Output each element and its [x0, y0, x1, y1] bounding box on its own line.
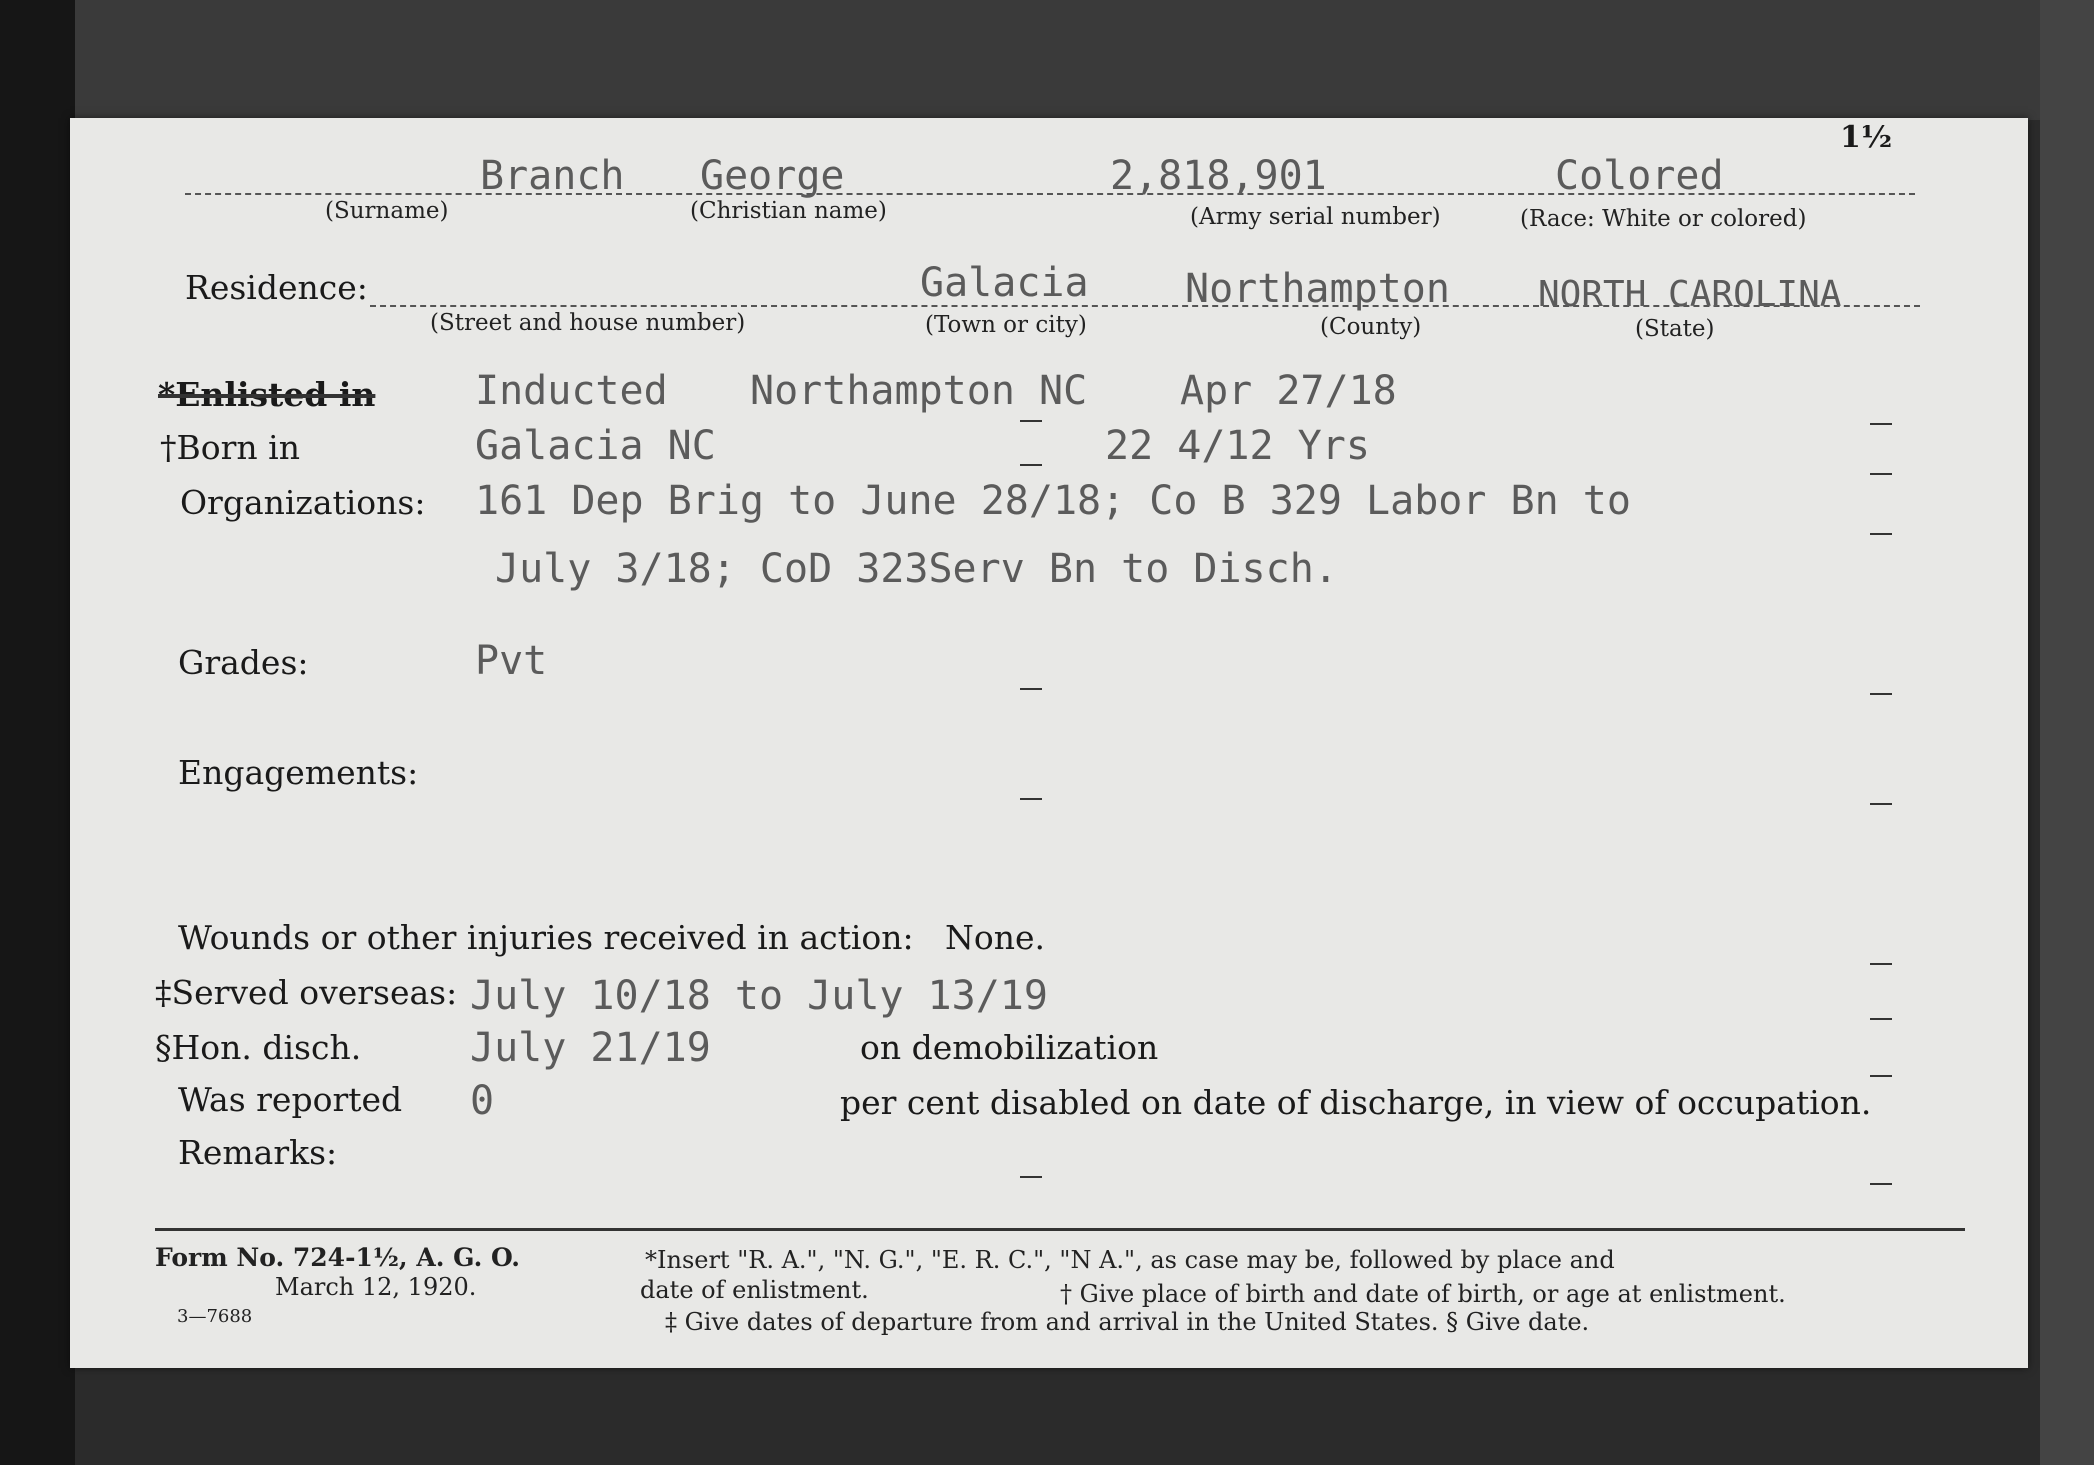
served-overseas-value: July 10/18 to July 13/19: [470, 973, 1048, 1019]
race-caption: (Race: White or colored): [1520, 206, 1807, 232]
county-caption: (County): [1320, 314, 1422, 340]
was-reported-label: Was reported: [178, 1080, 403, 1119]
dash-mark: [1020, 1176, 1042, 1178]
service-record-card: [70, 118, 2028, 1368]
town-caption: (Town or city): [925, 312, 1087, 338]
footnote-line-1: *Insert "R. A.", "N. G.", "E. R. C.", "N A.", as case may be, followed by place and: [645, 1246, 1615, 1274]
hon-disch-date: July 21/19: [470, 1025, 711, 1071]
born-place: Galacia NC: [475, 423, 716, 469]
serial-number-value: 2,818,901: [1110, 153, 1327, 199]
footnote-line-2b: † Give place of birth and date of birth, or age at enlistment.: [1060, 1280, 1786, 1308]
state-value: NORTH CAROLINA: [1538, 274, 1842, 315]
background-top: [75, 0, 2094, 120]
form-number: Form No. 724-1½, A. G. O.: [155, 1243, 521, 1272]
dash-mark: [1870, 533, 1892, 535]
form-date: March 12, 1920.: [275, 1273, 477, 1301]
footnote-line-2a: date of enlistment.: [640, 1276, 869, 1304]
enlisted-date: Apr 27/18: [1180, 368, 1397, 414]
form-code: 3—7688: [177, 1306, 253, 1327]
enlisted-type: Inducted: [475, 368, 668, 414]
grades-value: Pvt: [475, 638, 548, 684]
born-age: 22 4/12 Yrs: [1105, 423, 1370, 469]
dash-mark: [1020, 420, 1042, 422]
street-caption: (Street and house number): [430, 310, 746, 336]
organizations-line-2: July 3/18; CoD 323Serv Bn to Disch.: [495, 546, 1338, 592]
engagements-label: Engagements:: [178, 753, 419, 792]
surname-caption: (Surname): [325, 198, 449, 224]
residence-label: Residence:: [185, 268, 368, 307]
surname-value: Branch: [480, 153, 625, 199]
dash-mark: [1870, 693, 1892, 695]
footer-rule: [155, 1228, 1965, 1231]
christian-name-caption: (Christian name): [690, 198, 887, 224]
dash-mark: [1870, 423, 1892, 425]
served-overseas-label: ‡Served overseas:: [155, 973, 458, 1012]
was-reported-value: 0: [470, 1078, 495, 1124]
race-value: Colored: [1555, 153, 1724, 199]
hon-disch-reason: on demobilization: [860, 1028, 1159, 1067]
dash-mark: [1870, 963, 1892, 965]
christian-name-value: George: [700, 153, 845, 199]
dash-mark: [1870, 1183, 1892, 1185]
remarks-label: Remarks:: [178, 1133, 338, 1172]
background-right: [2040, 0, 2094, 1465]
enlisted-place: Northampton NC: [750, 368, 1088, 414]
town-value: Galacia: [920, 260, 1089, 306]
dash-mark: [1870, 803, 1892, 805]
serial-caption: (Army serial number): [1190, 204, 1441, 230]
grades-label: Grades:: [178, 643, 309, 682]
county-value: Northampton: [1185, 266, 1450, 312]
footnote-line-3: ‡ Give dates of departure from and arrival in the United States. § Give date.: [665, 1308, 1590, 1336]
dash-mark: [1870, 473, 1892, 475]
background-left: [0, 0, 75, 1465]
dash-mark: [1020, 798, 1042, 800]
wounds-label: Wounds or other injuries received in action:: [178, 918, 914, 957]
disability-text: per cent disabled on date of discharge, in view of occupation.: [840, 1083, 1872, 1122]
organizations-line-1: 161 Dep Brig to June 28/18; Co B 329 Labor Bn to: [475, 478, 1631, 524]
wounds-value: None.: [945, 918, 1046, 957]
born-label: †Born in: [160, 428, 300, 467]
organizations-label: Organizations:: [180, 483, 426, 522]
hon-disch-label: §Hon. disch.: [155, 1028, 362, 1067]
dash-mark: [1020, 688, 1042, 690]
enlisted-label: *Enlisted in: [158, 375, 376, 414]
dash-mark: [1870, 1018, 1892, 1020]
state-caption: (State): [1635, 316, 1715, 342]
dash-mark: [1020, 464, 1042, 466]
corner-mark: 1½: [1840, 120, 1893, 155]
dash-mark: [1870, 1075, 1892, 1077]
